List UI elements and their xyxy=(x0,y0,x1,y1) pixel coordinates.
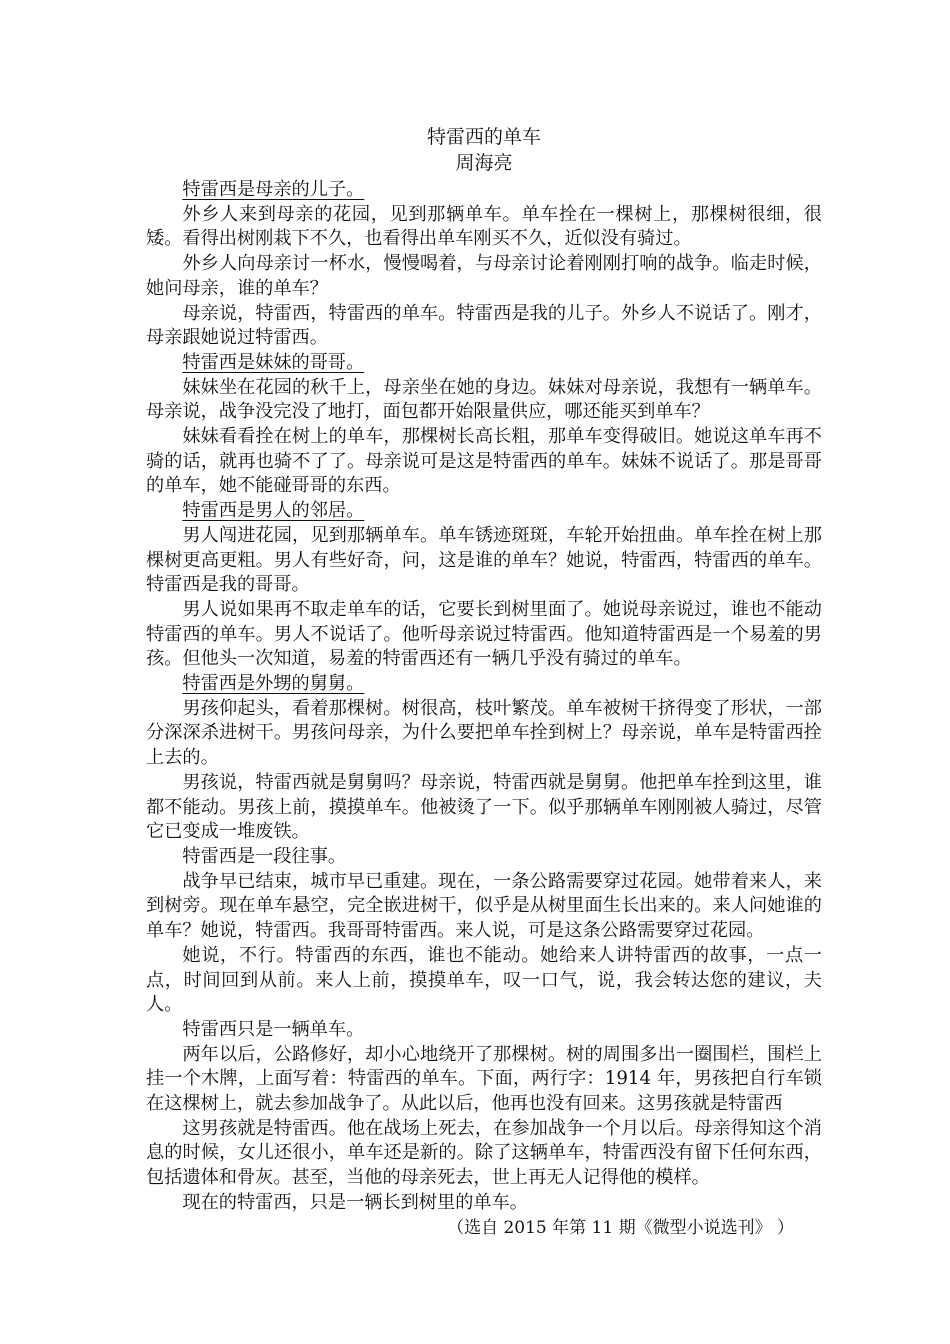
paragraph-text: 外乡人向母亲讨一杯水，慢慢喝着，与母亲讨论着刚刚打响的战争。临走时候，她问母亲，谁的单车？ xyxy=(146,253,822,299)
body-paragraph xyxy=(146,771,822,845)
body-paragraph xyxy=(146,302,822,351)
body-paragraph xyxy=(146,1043,822,1117)
article xyxy=(146,124,822,1240)
section-heading xyxy=(146,178,822,203)
body-paragraph xyxy=(146,252,822,301)
section-heading xyxy=(146,499,822,524)
body-paragraph xyxy=(146,697,822,771)
article-author: 周海亮 xyxy=(455,152,513,174)
section-heading-text: 特雷西是男人的邻居。 xyxy=(182,500,365,522)
body-paragraph xyxy=(146,870,822,944)
body-paragraph xyxy=(146,845,822,870)
body-paragraph xyxy=(146,598,822,672)
paragraph-text: 妹妹看看拴在树上的单车，那棵树长高长粗，那单车变得破旧。她说这单车再不骑的话，就再也骑不了了。母亲说可是这是特雷西的单车。妹妹不说话了。那是哥哥的单车，她不能碰哥哥的东西。 xyxy=(146,426,822,497)
article-body xyxy=(146,178,822,1216)
paragraph-text: 她说，不行。特雷西的东西，谁也不能动。她给来人讲特雷西的故事，一点一点，时间回到从前。来人上前，摸摸单车，叹一口气，说，我会转达您的建议，夫人。 xyxy=(146,944,822,1016)
paragraph-text: 男孩仰起头，看着那棵树。树很高，枝叶繁茂。单车被树干挤得变了形状，一部分深深杀进树干。男孩问母亲，为什么要把单车拴到树上？母亲说，单车是特雷西拴上去的。 xyxy=(146,697,822,769)
body-paragraph xyxy=(146,1191,822,1216)
article-title: 特雷西的单车 xyxy=(426,126,541,148)
body-paragraph xyxy=(146,376,822,425)
paragraph-text: 两年以后，公路修好，却小心地绕开了那棵树。树的周围多出一圈围栏，围栏上挂一个木牌，上面写着：特雷西的单车。下面，两行字：1914 年，男孩把自行车锁在这棵树上，就去参加战争了。从此以后，他再也没有回来。这男孩就是特雷西 xyxy=(146,1043,822,1115)
paragraph-text: 母亲说，特雷西，特雷西的单车。特雷西是我的儿子。外乡人不说话了。刚才，母亲跟她说过特雷西。 xyxy=(146,302,822,349)
section-heading xyxy=(146,672,822,697)
body-paragraph xyxy=(146,524,822,598)
section-heading xyxy=(146,351,822,376)
paragraph-text: 男人说如果再不取走单车的话，它要长到树里面了。她说母亲说过，谁也不能动特雷西的单车。男人不说话了。他听母亲说过特雷西。他知道特雷西是一个易羞的男孩。但他头一次知道，易羞的特雷西还有一辆几乎没有骑过的单车。 xyxy=(146,598,822,670)
paragraph-text: 男人闯进花园，见到那辆单车。单车锈迹斑斑，车轮开始扭曲。单车拴在树上那棵树更高更粗。男人有些好奇，问，这是谁的单车？她说，特雷西，特雷西的单车。特雷西是我的哥哥。 xyxy=(146,524,822,596)
body-paragraph xyxy=(146,425,822,499)
body-paragraph xyxy=(146,944,822,1018)
section-heading-text: 特雷西是外甥的舅舅。 xyxy=(182,673,365,695)
body-paragraph xyxy=(146,1018,822,1043)
paragraph-text: 外乡人来到母亲的花园，见到那辆单车。单车拴在一棵树上，那棵树很细，很矮。看得出树刚栽下不久，也看得出单车刚买不久，近似没有骑过。 xyxy=(146,203,822,250)
section-heading-text: 特雷西是母亲的儿子。 xyxy=(182,179,365,200)
body-paragraph xyxy=(146,203,822,252)
paragraph-text: 特雷西是一段往事。 xyxy=(182,845,347,867)
paragraph-text: 妹妹坐在花园的秋千上，母亲坐在她的身边。妹妹对母亲说，我想有一辆单车。母亲说，战争没完没了地打，面包都开始限量供应，哪还能买到单车？ xyxy=(146,376,822,423)
article-source: （选自 2015 年第 11 期《微型小说选刊》 ） xyxy=(447,1217,794,1238)
paragraph-text: 特雷西只是一辆单车。 xyxy=(182,1018,365,1040)
paragraph-text: 这男孩就是特雷西。他在战场上死去，在参加战争一个月以后。母亲得知这个消息的时候，女儿还很小，单车还是新的。除了这辆单车，特雷西没有留下任何东西，包括遗体和骨灰。甚至，当他的母亲死去，世上再无人记得他的模样。 xyxy=(146,1117,822,1189)
section-heading-text: 特雷西是妹妹的哥哥。 xyxy=(182,351,365,373)
body-paragraph xyxy=(146,1117,822,1191)
paragraph-text: 现在的特雷西，只是一辆长到树里的单车。 xyxy=(182,1191,528,1213)
paragraph-text: 男孩说，特雷西就是舅舅吗？母亲说，特雷西就是舅舅。他把单车拴到这里，谁都不能动。男孩上前，摸摸单车。他被烫了一下。似乎那辆单车刚刚被人骑过，尽管它已变成一堆废铁。 xyxy=(146,771,822,843)
paragraph-text: 战争早已结束，城市早已重建。现在，一条公路需要穿过花园。她带着来人，来到树旁。现在单车悬空，完全嵌进树干，似乎是从树里面生长出来的。来人问她谁的单车？她说，特雷西。我哥哥特雷西。来人说，可是这条公路需要穿过花园。 xyxy=(146,870,822,942)
